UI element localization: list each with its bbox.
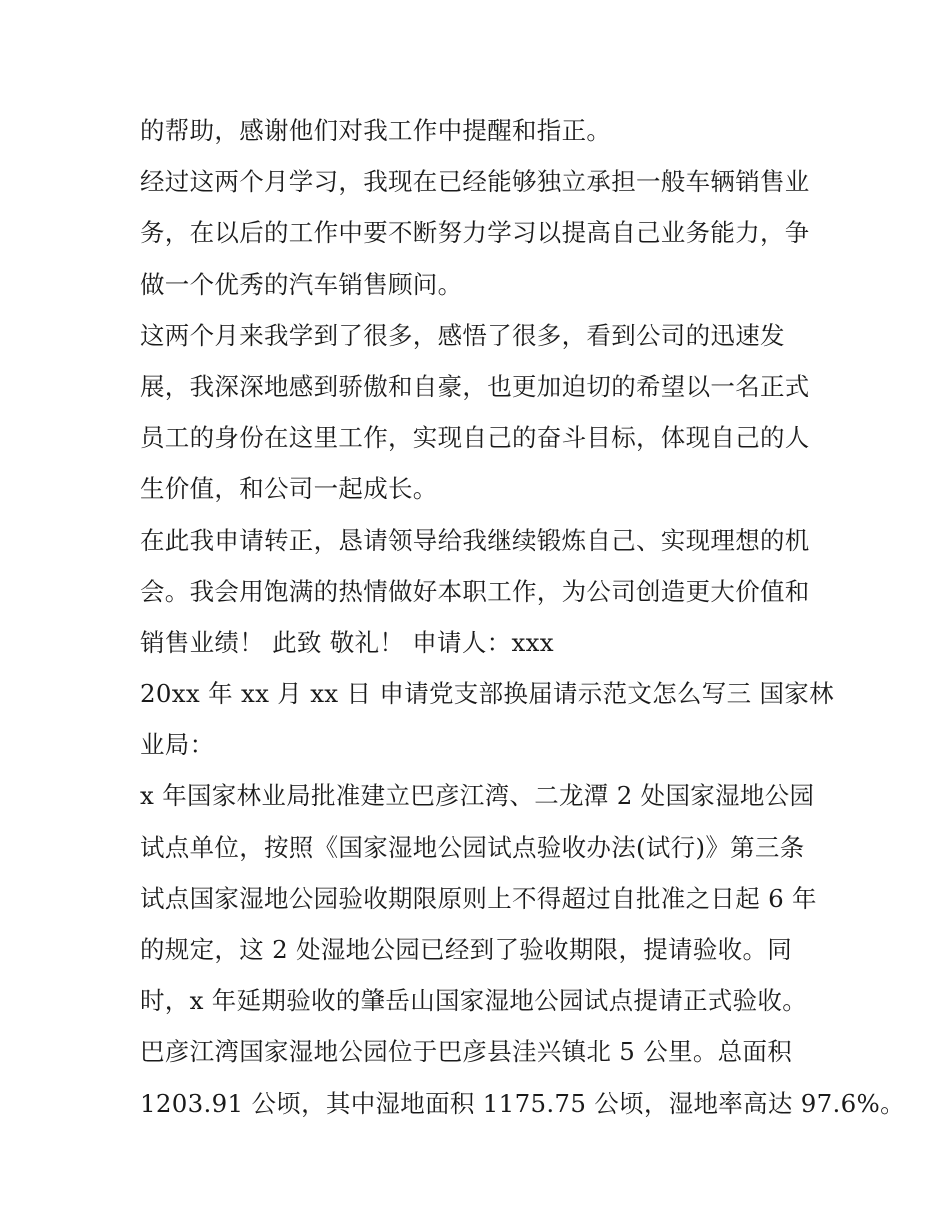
text-line: 试点国家湿地公园验收期限原则上不得超过自批准之日起 6 年 — [140, 883, 817, 913]
text-line: 销售业绩！ 此致 敬礼！ 申请人：xxx — [140, 627, 554, 657]
text-line: 1203.91 公顷，其中湿地面积 1175.75 公顷，湿地率高达 97.6%。 — [140, 1088, 905, 1118]
text-line: 试点单位，按照《国家湿地公园试点验收办法(试行)》第三条 — [140, 832, 805, 862]
text-line: 生价值，和公司一起成长。 — [140, 474, 438, 504]
text-line: 会。我会用饱满的热情做好本职工作，为公司创造更大价值和 — [140, 576, 810, 606]
text-line: 的帮助，感谢他们对我工作中提醒和指正。 — [140, 116, 612, 145]
text-line: 巴彦江湾国家湿地公园位于巴彦县洼兴镇北 5 公里。总面积 — [140, 1037, 793, 1067]
text-line: 展，我深深地感到骄傲和自豪，也更加迫切的希望以一名正式 — [140, 371, 810, 401]
document-body — [140, 105, 905, 1129]
text-line: 时，x 年延期验收的肇岳山国家湿地公园试点提请正式验收。 — [140, 986, 808, 1016]
text-line: 业局： — [140, 730, 215, 760]
text-line: 20xx 年 xx 月 xx 日 申请党支部换届请示范文怎么写三 国家林 — [140, 679, 834, 709]
text-line: x 年国家林业局批准建立巴彦江湾、二龙潭 2 处国家湿地公园 — [140, 781, 815, 811]
text-line: 务，在以后的工作中要不断努力学习以提高自己业务能力，争 — [140, 218, 810, 248]
text-line: 经过这两个月学习，我现在已经能够独立承担一般车辆销售业 — [140, 167, 810, 197]
text-line: 做一个优秀的汽车销售顾问。 — [140, 269, 463, 299]
text-line: 员工的身份在这里工作，实现自己的奋斗目标，体现自己的人 — [140, 423, 810, 453]
text-line: 的规定，这 2 处湿地公园已经到了验收期限，提请验收。同 — [140, 935, 793, 964]
text-line: 在此我申请转正，恳请领导给我继续锻炼自己、实现理想的机 — [140, 525, 810, 555]
text-line: 这两个月来我学到了很多，感悟了很多，看到公司的迅速发 — [140, 320, 785, 350]
